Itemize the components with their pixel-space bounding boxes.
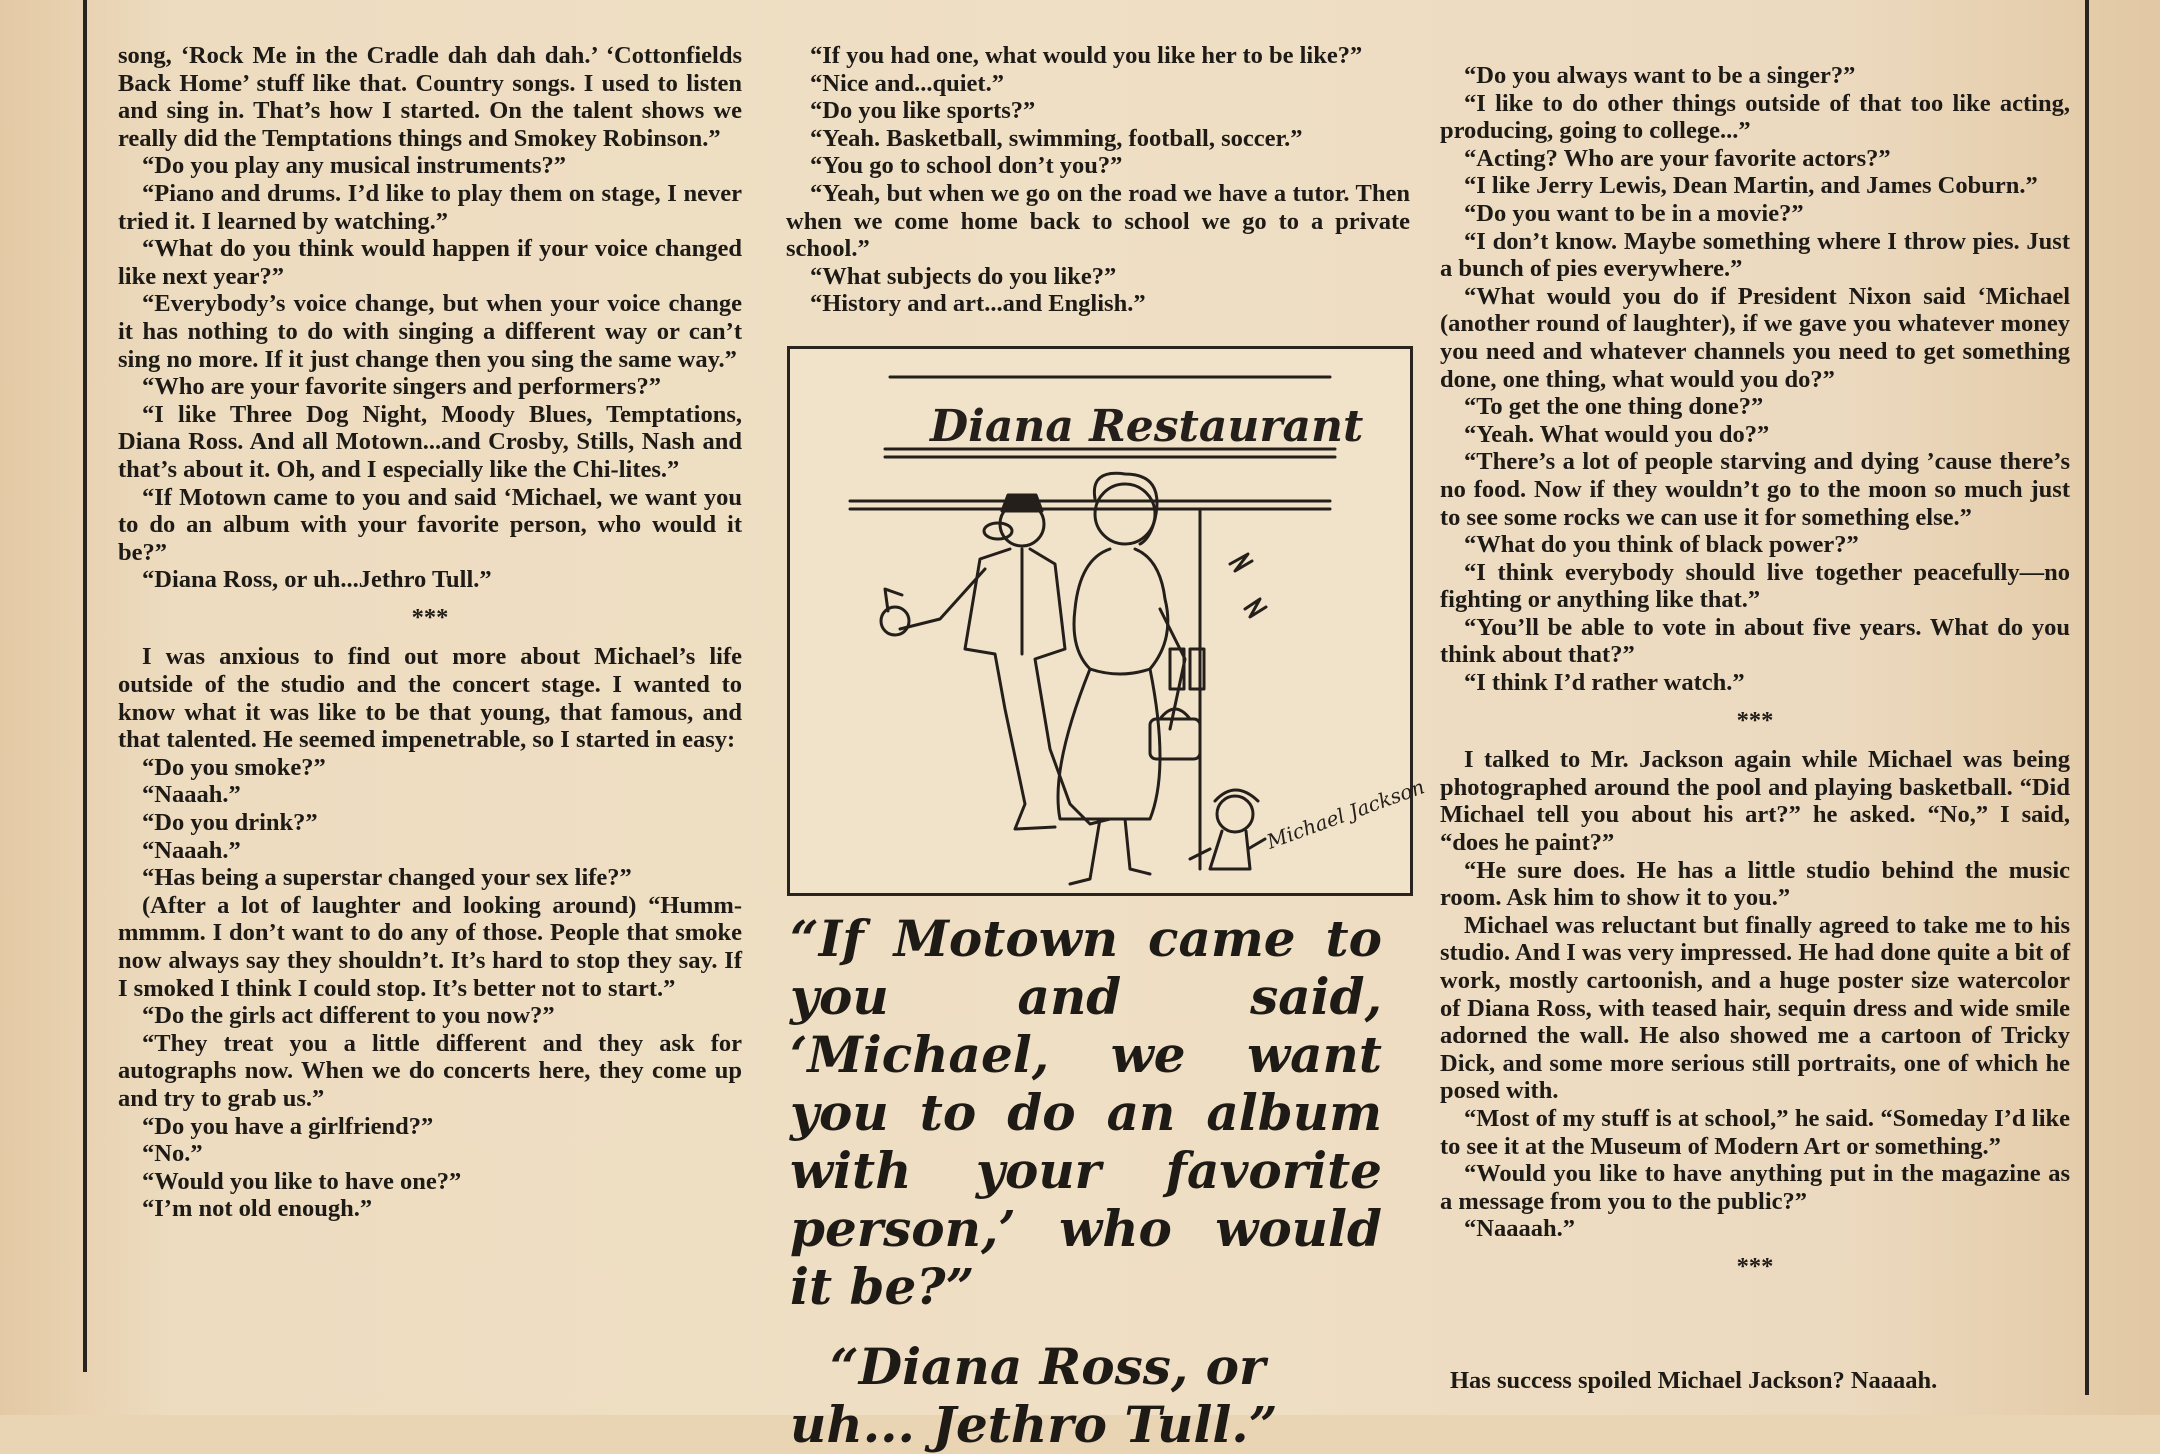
paragraph: song, ‘Rock Me in the Cradle dah dah dah.’ ‘Cottonfields Back Home’ stuff like that. Country songs. I used to listen and sing in. That’s how I started. On the talent shows we really did the Temptations things and Smokey Robinson.” — [118, 42, 742, 152]
pull-quote-question: “If Motown came to you and said, ‘Michael, we want you to do an album with your favorite person,’ who would it be?” — [790, 909, 1382, 1316]
paragraph: “There’s a lot of people starving and dying ’cause there’s no food. Now if they wouldn’t go to the moon so much just to see some rocks we can use it for something else.” — [1440, 448, 2070, 531]
paragraph: “He sure does. He has a little studio behind the music room. Ask him to show it to you.” — [1440, 856, 2070, 912]
cartoon-signature: Michael Jackson — [1263, 774, 1428, 854]
right-column-rule — [2085, 0, 2089, 1395]
paragraph: “I think everybody should live together peacefully—no fighting or anything like that.” — [1440, 558, 2070, 614]
paragraph: “They treat you a little different and they ask for autographs now. When we do concerts here, they come up and try to grab us.” — [118, 1029, 742, 1112]
section-break: *** — [1736, 1252, 1774, 1280]
paragraph: “You go to school don’t you?” — [810, 152, 1123, 180]
paragraph: “Do you have a girlfriend?” — [142, 1112, 434, 1140]
pull-quote-answer: “Diana Ross, or uh... Jethro Tull.” — [790, 1337, 1278, 1454]
paragraph: “I don’t know. Maybe something where I throw pies. Just a bunch of pies everywhere.” — [1440, 227, 2070, 283]
paragraph: I was anxious to find out more about Michael’s life outside of the studio and the concert stage. I wanted to know what it was like to be that young, that famous, and that talented. He seemed impenetrable, so I started in easy: — [118, 643, 742, 754]
paragraph: “Do you always want to be a singer?” — [1464, 62, 1856, 89]
paragraph: “I like Jerry Lewis, Dean Martin, and James Coburn.” — [1464, 172, 2038, 200]
article-column-2 — [786, 42, 1410, 318]
section-break: *** — [411, 603, 449, 631]
paragraph: “Do you like sports?” — [810, 97, 1036, 125]
paragraph: “Do you smoke?” — [142, 753, 326, 781]
paragraph: “Nice and...quiet.” — [810, 69, 1004, 97]
paragraph: “To get the one thing done?” — [1464, 393, 1764, 421]
paragraph: “I like Three Dog Night, Moody Blues, Temptations, Diana Ross. And all Motown...and Crosby, Stills, Nash and that’s about it. Oh, and I especially like the Chi-lites.” — [118, 400, 742, 483]
paragraph: “Yeah. What would you do?” — [1464, 420, 1770, 448]
pull-quote — [790, 910, 1382, 1454]
paragraph: “I think I’d rather watch.” — [1464, 669, 1745, 697]
paragraph: Michael was reluctant but finally agreed to take me to his studio. And I was very impressed. He had done quite a bit of work, mostly cartoonish, and a huge poster size watercolor of Diana Ross, with teased hair, sequin dress and wide smile adorned the wall. He also showed me a cartoon of Tricky Dick, and some more serious still portraits, one of which he posed with. — [1440, 911, 2070, 1105]
paragraph: “If Motown came to you and said ‘Michael, we want you to do an album with your favorite person, who would it be?” — [118, 483, 742, 566]
paragraph: “What subjects do you like?” — [810, 262, 1117, 290]
paragraph: “Who are your favorite singers and performers?” — [142, 373, 661, 401]
article-column-1 — [118, 42, 742, 1223]
paragraph: (After a lot of laughter and looking around) “Humm-mmmm. I don’t want to do any of those. People that smoke now always say they shouldn’t. It’s hard to stop they say. If I smoked I think I could stop. It’s better not to start.” — [118, 891, 742, 1002]
paragraph: “Do you drink?” — [142, 809, 318, 837]
paragraph: “Do the girls act different to you now?” — [142, 1002, 555, 1030]
paragraph: “I like to do other things outside of that too like acting, producing, going to college...” — [1440, 89, 2070, 145]
paragraph: “History and art...and English.” — [810, 290, 1146, 318]
cartoon-illustration — [787, 346, 1428, 896]
paragraph: “Do you want to be in a movie?” — [1464, 199, 1804, 227]
paragraph: “Naaaah.” — [1464, 1215, 1575, 1243]
paragraph: “Diana Ross, or uh...Jethro Tull.” — [142, 566, 492, 594]
paragraph: “Would you like to have anything put in the magazine as a message from you to the public?” — [1440, 1160, 2070, 1215]
paragraph: “Has being a superstar changed your sex life?” — [142, 864, 632, 892]
paragraph: “What would you do if President Nixon said ‘Michael (another round of laughter), if we gave you whatever money you need and whatever channels you need to get something done, one thing, what would you do?” — [1440, 282, 2070, 393]
paragraph: “What do you think would happen if your voice changed like next year?” — [118, 235, 742, 290]
paragraph: “Do you play any musical instruments?” — [142, 152, 567, 180]
paragraph: “Yeah, but when we go on the road we have a tutor. Then when we come home back to school we go to a private school.” — [786, 179, 1410, 263]
paragraph: “Would you like to have one?” — [142, 1167, 462, 1195]
paragraph: “Yeah. Basketball, swimming, football, soccer.” — [810, 124, 1303, 152]
paragraph: “Everybody’s voice change, but when your voice change it has nothing to do with singing a different way or can’t sing no more. If it just change then you sing the same way.” — [118, 290, 742, 373]
paragraph: I talked to Mr. Jackson again while Michael was being photographed around the pool and playing basketball. “Did Michael tell you about his art?” he asked. “No,” I said, “does he paint?” — [1440, 746, 2070, 857]
paragraph: “Acting? Who are your favorite actors?” — [1464, 144, 1891, 172]
cartoon-sign-text: Diana Restaurant — [930, 401, 1364, 452]
paragraph: “Naaah.” — [142, 781, 241, 809]
section-break: *** — [1736, 706, 1774, 734]
paragraph: “Most of my stuff is at school,” he said. “Someday I’d like to see it at the Museum of Modern Art or something.” — [1440, 1104, 2070, 1160]
paragraph: “If you had one, what would you like her to be like?” — [810, 42, 1363, 69]
paragraph: “No.” — [142, 1140, 203, 1168]
closing-line: Has success spoiled Michael Jackson? Naaaah. — [1450, 1367, 1938, 1394]
left-column-rule — [83, 0, 87, 1372]
paragraph: “What do you think of black power?” — [1464, 531, 1859, 559]
paragraph: “Naaah.” — [142, 836, 241, 864]
paragraph: “Piano and drums. I’d like to play them on stage, I never tried it. I learned by watching.” — [118, 179, 742, 235]
paragraph: “You’ll be able to vote in about five years. What do you think about that?” — [1440, 613, 2070, 669]
paragraph: “I’m not old enough.” — [142, 1195, 373, 1223]
article-column-3 — [1440, 62, 2070, 1293]
